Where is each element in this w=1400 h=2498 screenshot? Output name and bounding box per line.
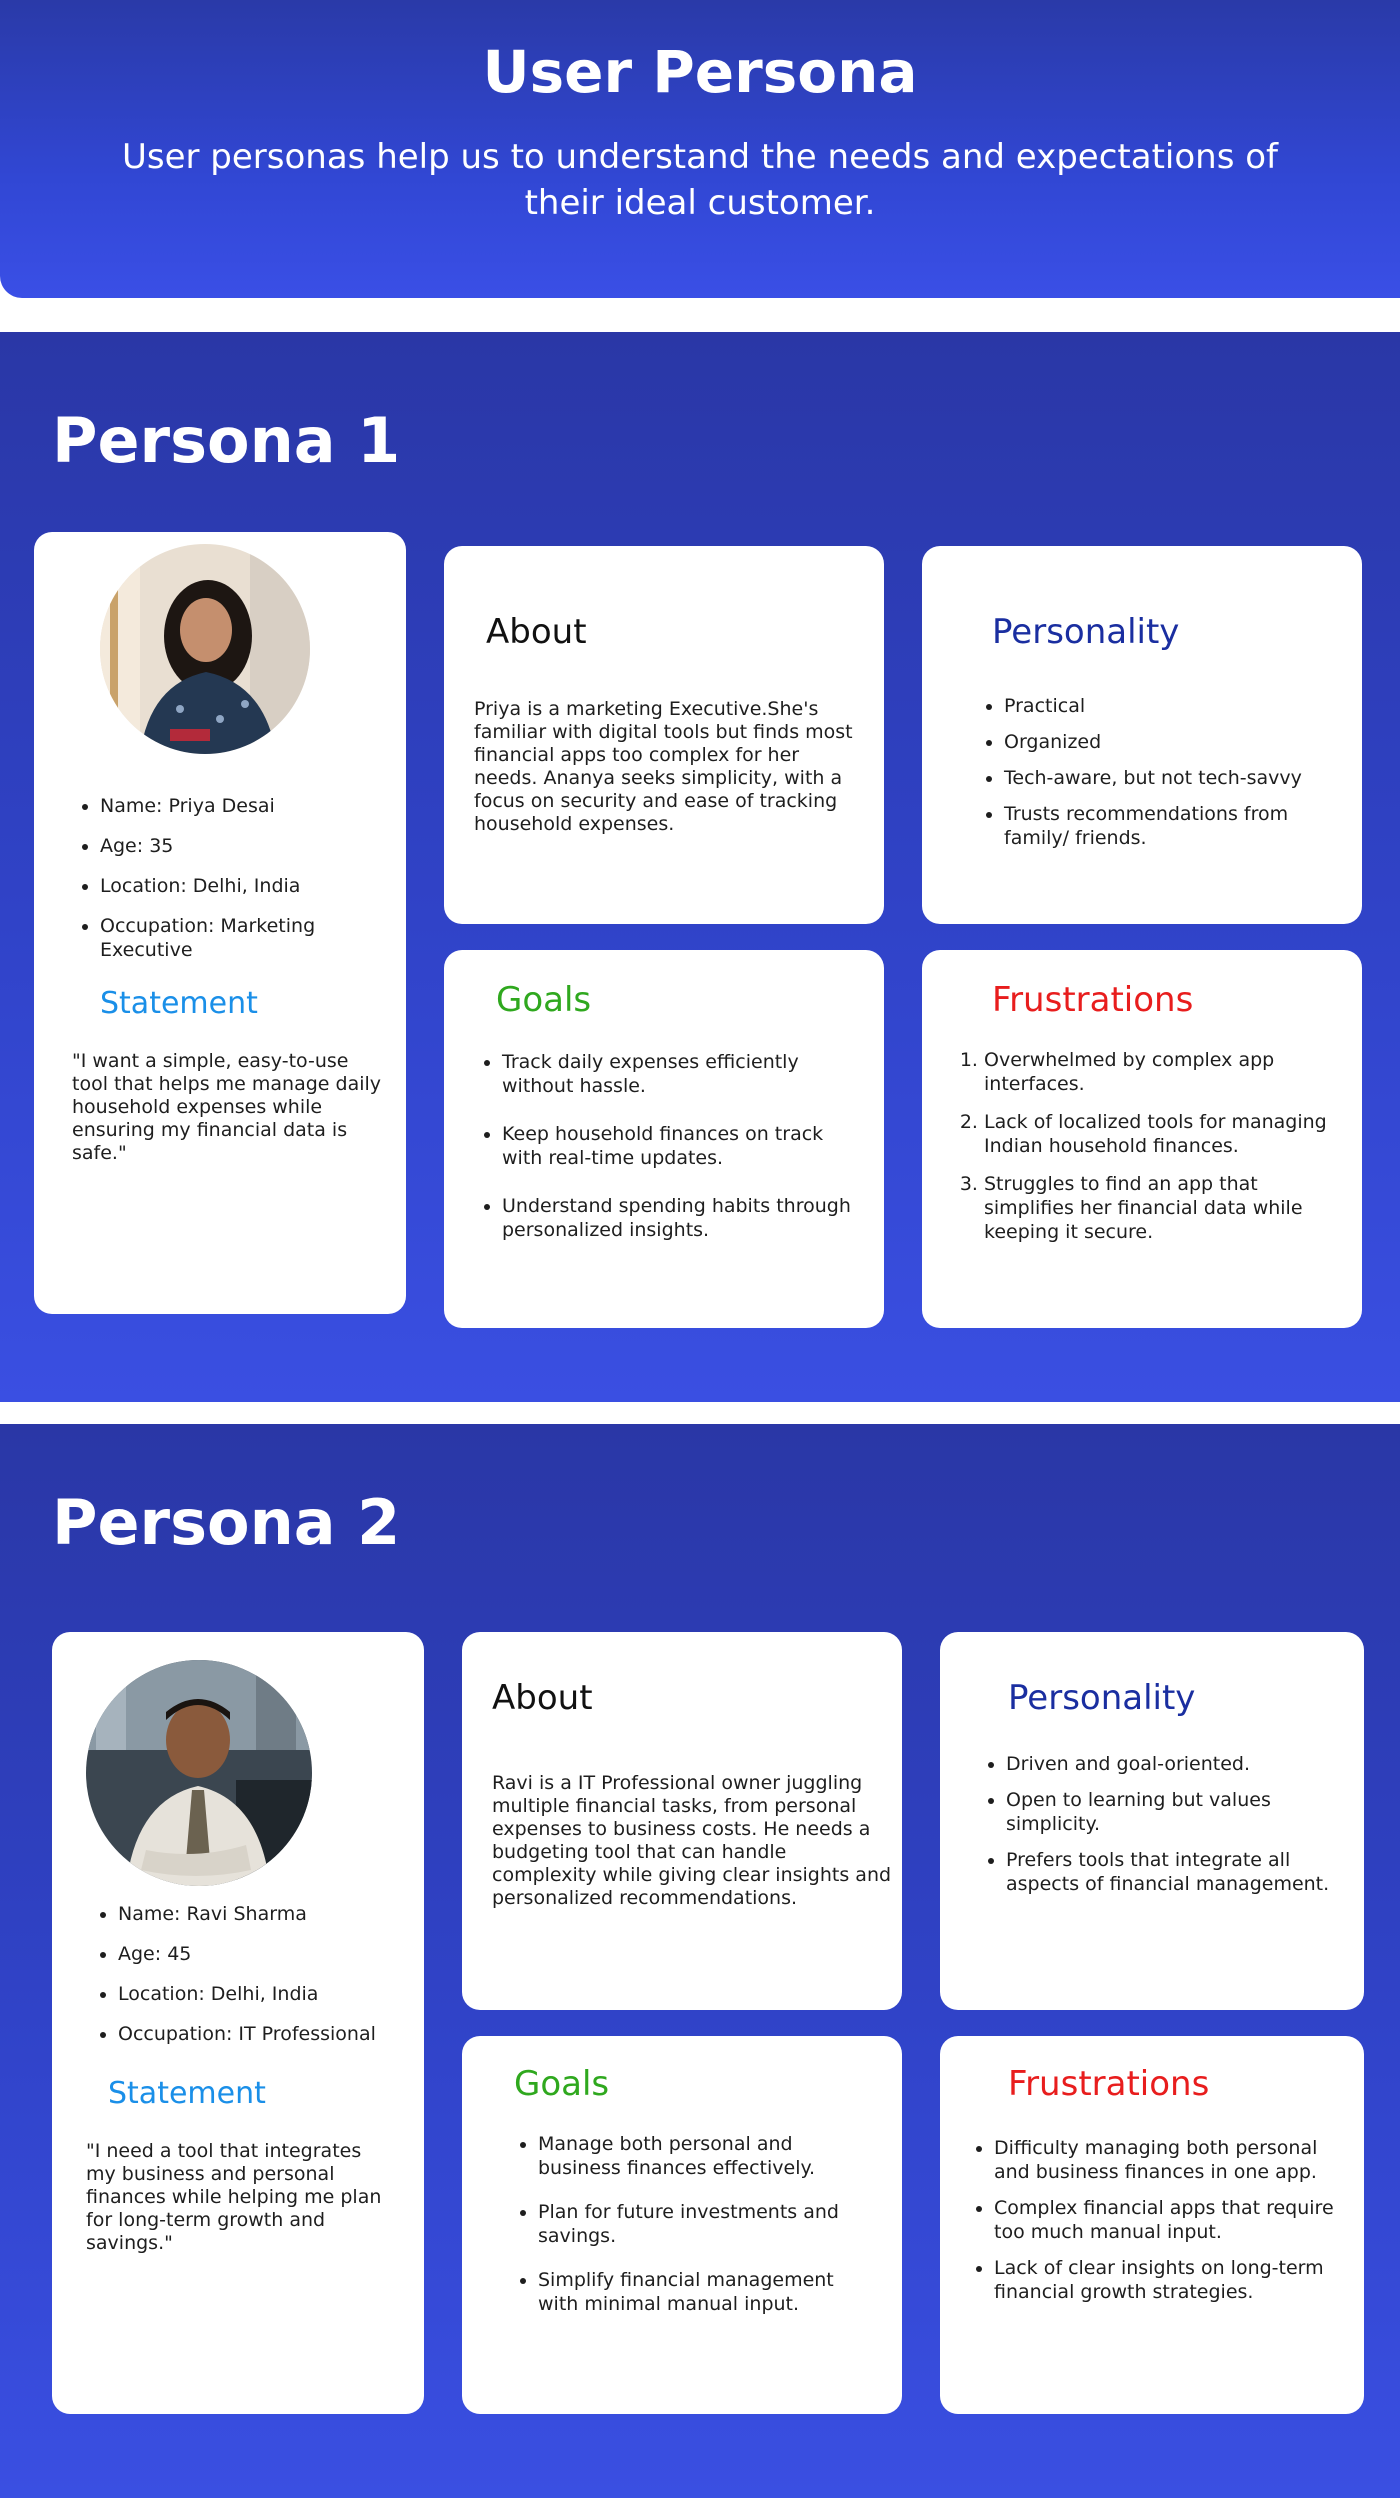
persona-1-profile-card [34, 532, 406, 1314]
persona-2-frustrations-list [966, 2136, 1346, 2304]
frustration-item: • Lack of clear insights on long-term financial growth strategies. [994, 2256, 1346, 2304]
persona-1-about-heading: About [486, 612, 587, 652]
persona-2-occupation: • Occupation: IT Professional [118, 2022, 410, 2046]
persona-1-goals-card [444, 950, 884, 1328]
personality-item: • Tech-aware, but not tech-savvy [1004, 766, 1346, 790]
frustration-item: • Difficulty managing both personal and business finances in one app. [994, 2136, 1346, 2184]
persona-1-statement-heading: Statement [100, 986, 258, 1021]
goal-item: • Simplify financial management with minimal manual input. [538, 2268, 880, 2316]
persona-1-personality-card [922, 546, 1362, 924]
goal-item: • Keep household finances on track with real-time updates. [502, 1122, 864, 1170]
personality-item: • Trusts recommendations from family/ friends. [1004, 802, 1346, 850]
page-subtitle: User personas help us to understand the needs and expectations of their ideal customer. [122, 137, 1278, 223]
goal-item: • Understand spending habits through personalized insights. [502, 1194, 864, 1242]
persona-1-goals-heading: Goals [496, 980, 592, 1020]
persona-2-statement: "I need a tool that integrates my business and personal finances while helping me plan for long-term growth and savings." [86, 2140, 382, 2254]
persona-1-frustrations-heading: Frustrations [992, 980, 1194, 1020]
persona-2-profile-card [52, 1632, 424, 2414]
persona-2-about-text: Ravi is a IT Professional owner juggling multiple financial tasks, from personal expenses to business costs. He needs a budgeting tool that can handle complexity while giving clear insights and personalized recommendations. [492, 1772, 892, 1909]
persona-1-title: Persona 1 [52, 404, 401, 477]
persona-1-statement: "I want a simple, easy-to-use tool that helps me manage daily household expenses while ensuring my financial data is safe." [72, 1050, 382, 1164]
persona-2-about-card [462, 1632, 902, 2010]
persona-1-section [0, 332, 1400, 1402]
goal-item: • Plan for future investments and savings. [538, 2200, 880, 2248]
persona-1-name: • Name: Priya Desai [100, 794, 392, 818]
persona-1-occupation: • Occupation: Marketing Executive [100, 914, 392, 962]
personality-item: • Driven and goal-oriented. [1006, 1752, 1348, 1776]
header-banner [0, 0, 1400, 298]
personality-item: • Practical [1004, 694, 1346, 718]
persona-1-location: • Location: Delhi, India [100, 874, 392, 898]
persona-1-frustrations-card [922, 950, 1362, 1328]
persona-2-statement-heading: Statement [108, 2076, 266, 2111]
goal-item: • Manage both personal and business finances effectively. [538, 2132, 880, 2180]
persona-2-info-list [90, 1902, 410, 2062]
persona-2-about-heading: About [492, 1678, 593, 1718]
persona-1-age: • Age: 35 [100, 834, 392, 858]
personality-item: • Open to learning but values simplicity. [1006, 1788, 1348, 1836]
persona-1-personality-list [976, 694, 1346, 850]
persona-1-about-card [444, 546, 884, 924]
persona-2-avatar [86, 1660, 312, 1886]
frustration-item: • Complex financial apps that require too much manual input. [994, 2196, 1346, 2244]
persona-2-age: • Age: 45 [118, 1942, 410, 1966]
persona-2-goals-heading: Goals [514, 2064, 610, 2104]
frustration-item: 3. Struggles to find an app that simplifies her financial data while keeping it secure. [984, 1172, 1336, 1244]
persona-1-info-list [72, 794, 392, 978]
persona-1-goals-list [474, 1050, 864, 1242]
persona-2-location: • Location: Delhi, India [118, 1982, 410, 2006]
persona-1-avatar [100, 544, 310, 754]
persona-1-frustrations-list [956, 1048, 1336, 1244]
persona-1-about-text: Priya is a marketing Executive.She's familiar with digital tools but finds most financial apps too complex for her needs. Ananya seeks simplicity, with a focus on security and ease of tracking household expenses. [474, 698, 853, 835]
persona-2-frustrations-card [940, 2036, 1364, 2414]
persona-2-frustrations-heading: Frustrations [1008, 2064, 1210, 2104]
persona-2-title: Persona 2 [52, 1486, 401, 1559]
personality-item: • Prefers tools that integrate all aspects of financial management. [1006, 1848, 1348, 1896]
persona-2-goals-card [462, 2036, 902, 2414]
persona-2-personality-card [940, 1632, 1364, 2010]
persona-1-personality-heading: Personality [992, 612, 1180, 652]
goal-item: • Track daily expenses efficiently without hassle. [502, 1050, 864, 1098]
page-title: User Persona [482, 38, 918, 106]
frustration-item: 2. Lack of localized tools for managing Indian household finances. [984, 1110, 1336, 1158]
persona-2-goals-list [510, 2132, 880, 2316]
persona-2-section [0, 1424, 1400, 2498]
persona-2-personality-list [978, 1752, 1348, 1896]
personality-item: • Organized [1004, 730, 1346, 754]
persona-2-name: • Name: Ravi Sharma [118, 1902, 410, 1926]
frustration-item: 1. Overwhelmed by complex app interfaces. [984, 1048, 1336, 1096]
persona-2-personality-heading: Personality [1008, 1678, 1196, 1718]
